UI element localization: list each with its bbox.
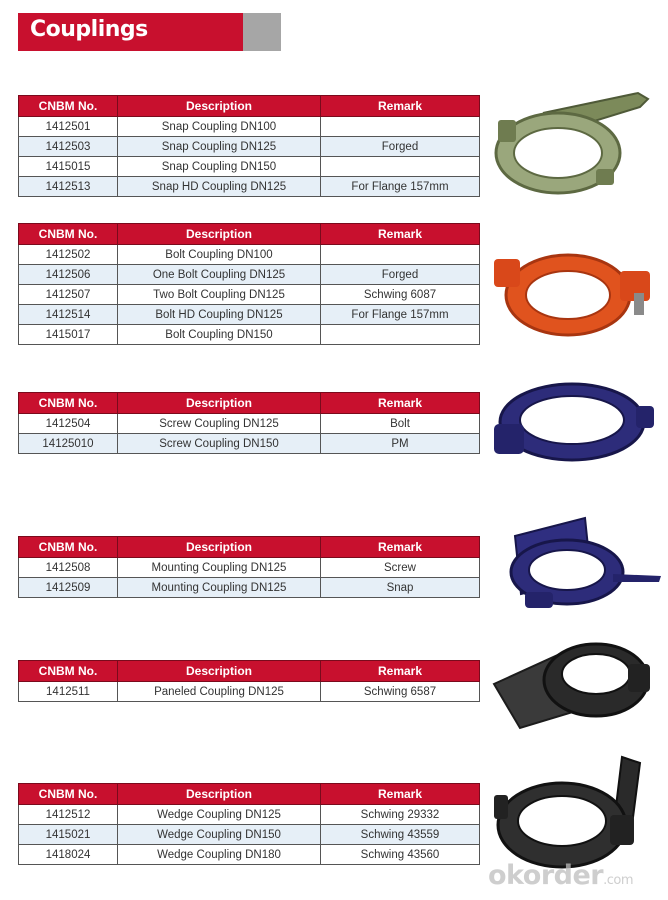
cnbm-cell: 1412511 (19, 682, 118, 702)
description-cell: Bolt HD Coupling DN125 (118, 305, 321, 325)
description-cell: Snap Coupling DN150 (118, 157, 321, 177)
table-row (19, 805, 480, 825)
remark-cell: Schwing 6587 (321, 682, 480, 702)
col-header-remark: Remark (321, 661, 480, 682)
description-cell: Mounting Coupling DN125 (118, 558, 321, 578)
table-row (19, 117, 480, 137)
remark-cell (321, 325, 480, 345)
table-header-row (19, 661, 480, 682)
table-header-row (19, 784, 480, 805)
col-header-description: Description (118, 537, 321, 558)
cnbm-cell: 1412507 (19, 285, 118, 305)
description-cell: Screw Coupling DN125 (118, 414, 321, 434)
description-cell: Mounting Coupling DN125 (118, 578, 321, 598)
page-title: Couplings (30, 17, 148, 42)
description-cell: Bolt Coupling DN150 (118, 325, 321, 345)
cnbm-cell: 1412502 (19, 245, 118, 265)
table-header-row (19, 96, 480, 117)
description-cell: Wedge Coupling DN180 (118, 845, 321, 865)
cnbm-cell: 1412501 (19, 117, 118, 137)
remark-cell: Schwing 29332 (321, 805, 480, 825)
cnbm-cell: 1412503 (19, 137, 118, 157)
screw-coupling-image (490, 376, 658, 468)
cnbm-cell: 1412506 (19, 265, 118, 285)
col-header-cnbm: CNBM No. (19, 224, 118, 245)
remark-cell: For Flange 157mm (321, 177, 480, 197)
table-row (19, 414, 480, 434)
table-row (19, 845, 480, 865)
table-header-row (19, 537, 480, 558)
col-header-remark: Remark (321, 393, 480, 414)
remark-cell: Schwing 43559 (321, 825, 480, 845)
watermark (488, 860, 633, 891)
col-header-cnbm: CNBM No. (19, 784, 118, 805)
section-header (18, 13, 243, 51)
bolt-coupling-table (18, 223, 480, 345)
watermark-brand: okorder (488, 860, 604, 891)
header-accent-block (243, 13, 281, 51)
cnbm-cell: 1412513 (19, 177, 118, 197)
paneled-coupling-table (18, 660, 480, 702)
cnbm-cell: 1412508 (19, 558, 118, 578)
table-row (19, 285, 480, 305)
cnbm-cell: 1418024 (19, 845, 118, 865)
table-row (19, 305, 480, 325)
description-cell: Snap HD Coupling DN125 (118, 177, 321, 197)
cnbm-cell: 1415021 (19, 825, 118, 845)
remark-cell: Forged (321, 265, 480, 285)
col-header-remark: Remark (321, 96, 480, 117)
snap-coupling-table (18, 95, 480, 197)
table-row (19, 434, 480, 454)
cnbm-cell: 1412512 (19, 805, 118, 825)
cnbm-cell: 1415017 (19, 325, 118, 345)
description-cell: Paneled Coupling DN125 (118, 682, 321, 702)
remark-cell: PM (321, 434, 480, 454)
remark-cell: Snap (321, 578, 480, 598)
wedge-coupling-image (492, 755, 660, 875)
col-header-cnbm: CNBM No. (19, 96, 118, 117)
col-header-cnbm: CNBM No. (19, 661, 118, 682)
remark-cell: Bolt (321, 414, 480, 434)
table-row (19, 157, 480, 177)
table-header-row (19, 224, 480, 245)
col-header-description: Description (118, 784, 321, 805)
col-header-cnbm: CNBM No. (19, 393, 118, 414)
mounting-coupling-image (495, 516, 663, 614)
description-cell: Screw Coupling DN150 (118, 434, 321, 454)
table-row (19, 825, 480, 845)
description-cell: Snap Coupling DN100 (118, 117, 321, 137)
table-row (19, 137, 480, 157)
col-header-description: Description (118, 393, 321, 414)
table-header-row (19, 393, 480, 414)
wedge-coupling-table (18, 783, 480, 865)
remark-cell: Schwing 43560 (321, 845, 480, 865)
cnbm-cell: 1415015 (19, 157, 118, 177)
cnbm-cell: 1412514 (19, 305, 118, 325)
table-row (19, 177, 480, 197)
col-header-description: Description (118, 96, 321, 117)
col-header-description: Description (118, 661, 321, 682)
cnbm-cell: 1412509 (19, 578, 118, 598)
description-cell: One Bolt Coupling DN125 (118, 265, 321, 285)
table-row (19, 578, 480, 598)
col-header-remark: Remark (321, 784, 480, 805)
table-row (19, 558, 480, 578)
remark-cell: Forged (321, 137, 480, 157)
remark-cell (321, 117, 480, 137)
description-cell: Bolt Coupling DN100 (118, 245, 321, 265)
description-cell: Two Bolt Coupling DN125 (118, 285, 321, 305)
snap-coupling-image (488, 85, 660, 203)
col-header-remark: Remark (321, 537, 480, 558)
description-cell: Wedge Coupling DN125 (118, 805, 321, 825)
description-cell: Snap Coupling DN125 (118, 137, 321, 157)
screw-coupling-table (18, 392, 480, 454)
bolt-coupling-image (488, 237, 664, 347)
remark-cell: Schwing 6087 (321, 285, 480, 305)
col-header-description: Description (118, 224, 321, 245)
remark-cell: Screw (321, 558, 480, 578)
table-row (19, 245, 480, 265)
mounting-coupling-table (18, 536, 480, 598)
table-row (19, 325, 480, 345)
table-row (19, 265, 480, 285)
table-row (19, 682, 480, 702)
cnbm-cell: 14125010 (19, 434, 118, 454)
remark-cell (321, 157, 480, 177)
paneled-coupling-image (490, 636, 662, 732)
description-cell: Wedge Coupling DN150 (118, 825, 321, 845)
col-header-remark: Remark (321, 224, 480, 245)
watermark-domain: .com (603, 873, 634, 888)
remark-cell: For Flange 157mm (321, 305, 480, 325)
cnbm-cell: 1412504 (19, 414, 118, 434)
col-header-cnbm: CNBM No. (19, 537, 118, 558)
remark-cell (321, 245, 480, 265)
